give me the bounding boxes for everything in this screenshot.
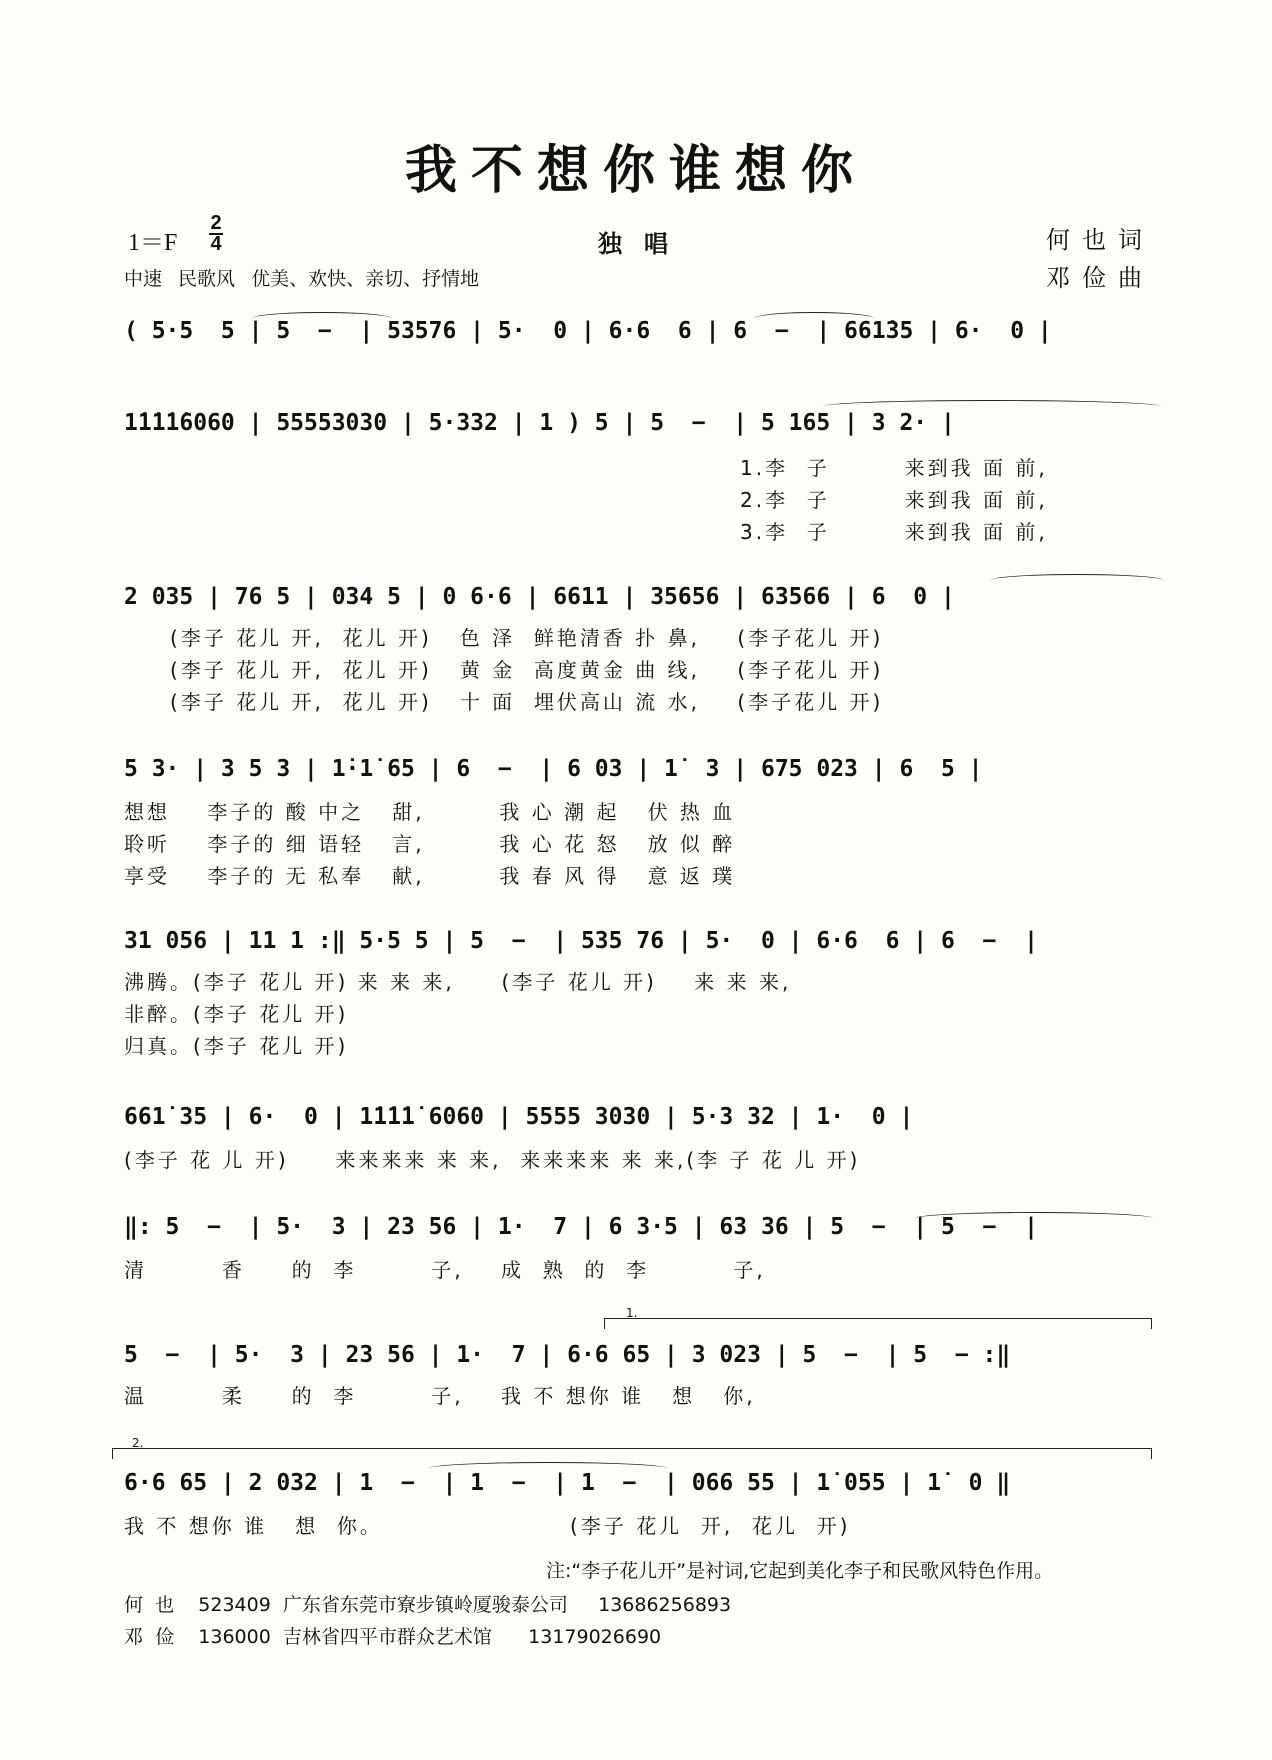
notation-system-4: 5 3· | 3 5 3 | 1̇·1̇ 65 | 6 − | 6 03 | 1̇ 3 | 675 023 | 6 5 | [124,756,983,782]
lyricist-credit: 何也词 [1046,226,1154,254]
contact-address: 吉林省四平市群众艺术馆 [282,1626,492,1648]
time-signature-top: 2 [210,212,222,234]
contact-postcode: 523409 [198,1594,271,1616]
tempo-marking: 中速 民歌风 优美、欢快、亲切、抒情地 [124,268,480,290]
slur [428,1462,668,1475]
lyric-line: (李子 花 儿 开) 来来来来 来 来, 来来来来 来 来,(李 子 花 儿 开) [124,1148,861,1172]
contact-address: 广东省东莞市寮步镇岭厦骏泰公司 [282,1594,568,1616]
time-signature [209,214,223,254]
lyric-line: 享受 李子的 无 私奉 献, 我 春 风 得 意 返 璞 [124,864,736,888]
contact-lyricist [124,1590,731,1617]
contact-postcode: 136000 [198,1626,271,1648]
performance-type: 独唱 [598,230,690,258]
time-signature-bottom: 4 [210,233,222,255]
lyric-line: 我 不 想你 谁 想 你。 (李子 花儿 开, 花儿 开) [124,1514,851,1538]
composer-credit: 邓俭曲 [1046,264,1154,292]
lyric-line: 聆听 李子的 细 语轻 言, 我 心 花 怒 放 似 醉 [124,832,736,856]
notation-system-6: 661̇ 35 | 6· 0 | 1̇1̇1̇1̇ 6060 | 5555 3030 | 5·3 32 | 1· 0 | [124,1104,914,1130]
lyric-line: 归真。(李子 花儿 开) [124,1034,349,1058]
notation-system-2: 1̇1̇1̇1̇6060 | 55553030 | 5·332 | 1 ) 5 | 5 − | 5 165 | 3 2· | [124,410,955,436]
key-signature: 1＝F [128,230,178,256]
contact-name: 邓 俭 [124,1626,175,1648]
lyric-line: 2.李 子 来到我 面 前, [740,488,1048,512]
notation-system-5: 31 056 | 11 1 :‖ 5·5 5 | 5 − | 535 76 | 5· 0 | 6·6 6 | 6 − | [124,928,1038,954]
contact-name: 何 也 [124,1594,175,1616]
lyric-line: (李子 花儿 开, 花儿 开) 黄 金 高度黄金 曲 线, (李子花儿 开) [170,658,884,682]
lyric-line: 非醉。(李子 花儿 开) [124,1002,349,1026]
notation-system-8: 5 − | 5· 3 | 23 56 | 1· 7 | 6·6 65 | 3 023 | 5 − | 5 − :‖ [124,1342,1011,1368]
slur [914,1212,1154,1225]
lyric-line: 沸腾。(李子 花儿 开) 来 来 来, (李子 花儿 开) 来 来 来, [124,970,792,994]
lyric-line: 清 香 的 李 子, 成 熟 的 李 子, [124,1258,766,1282]
slur [822,400,1162,413]
lyric-line: 想想 李子的 酸 中之 甜, 我 心 潮 起 伏 热 血 [124,800,736,824]
second-ending-label: 2. [132,1436,144,1450]
notation-system-1: ( 5·5 5 | 5 − | 53576 | 5· 0 | 6·6 6 | 6 − | 661̇35 | 6· 0 | [124,318,1052,344]
first-ending-bracket [604,1318,1152,1329]
slur [754,312,874,325]
contact-phone: 13686256893 [598,1594,732,1616]
footnote: 注:“李子花儿开”是衬词,它起到美化李子和民歌风特色作用。 [546,1560,1054,1582]
second-ending-bracket [112,1448,1152,1459]
notation-system-9: 6·6 65 | 2 032 | 1 − | 1 − | 1 − | 066 55 | 1̇ 055 | 1̇ 0 ‖ [124,1470,1011,1496]
lyric-line: (李子 花儿 开, 花儿 开) 色 泽 鲜艳清香 扑 鼻, (李子花儿 开) [170,626,884,650]
first-ending-label: 1. [626,1306,638,1320]
contact-phone: 13179026690 [528,1626,662,1648]
notation-system-3: 2 035 | 76 5 | 034 5 | 0 6·6 | 6611 | 35656 | 63566 | 6 0 | [124,584,955,610]
slur [252,312,392,325]
lyric-line: 温 柔 的 李 子, 我 不 想你 谁 想 你, [124,1384,756,1408]
slur [990,574,1164,587]
song-title: 我不想你谁想你 [404,140,867,201]
lyric-line: 3.李 子 来到我 面 前, [740,520,1048,544]
lyric-line: (李子 花儿 开, 花儿 开) 十 面 埋伏高山 流 水, (李子花儿 开) [170,690,884,714]
notation-system-7: ‖: 5 − | 5· 3 | 23 56 | 1· 7 | 6 3·5 | 63 36 | 5 − | 5 − | [124,1214,1038,1240]
contact-composer [124,1622,661,1649]
lyric-line: 1.李 子 来到我 面 前, [740,456,1048,480]
